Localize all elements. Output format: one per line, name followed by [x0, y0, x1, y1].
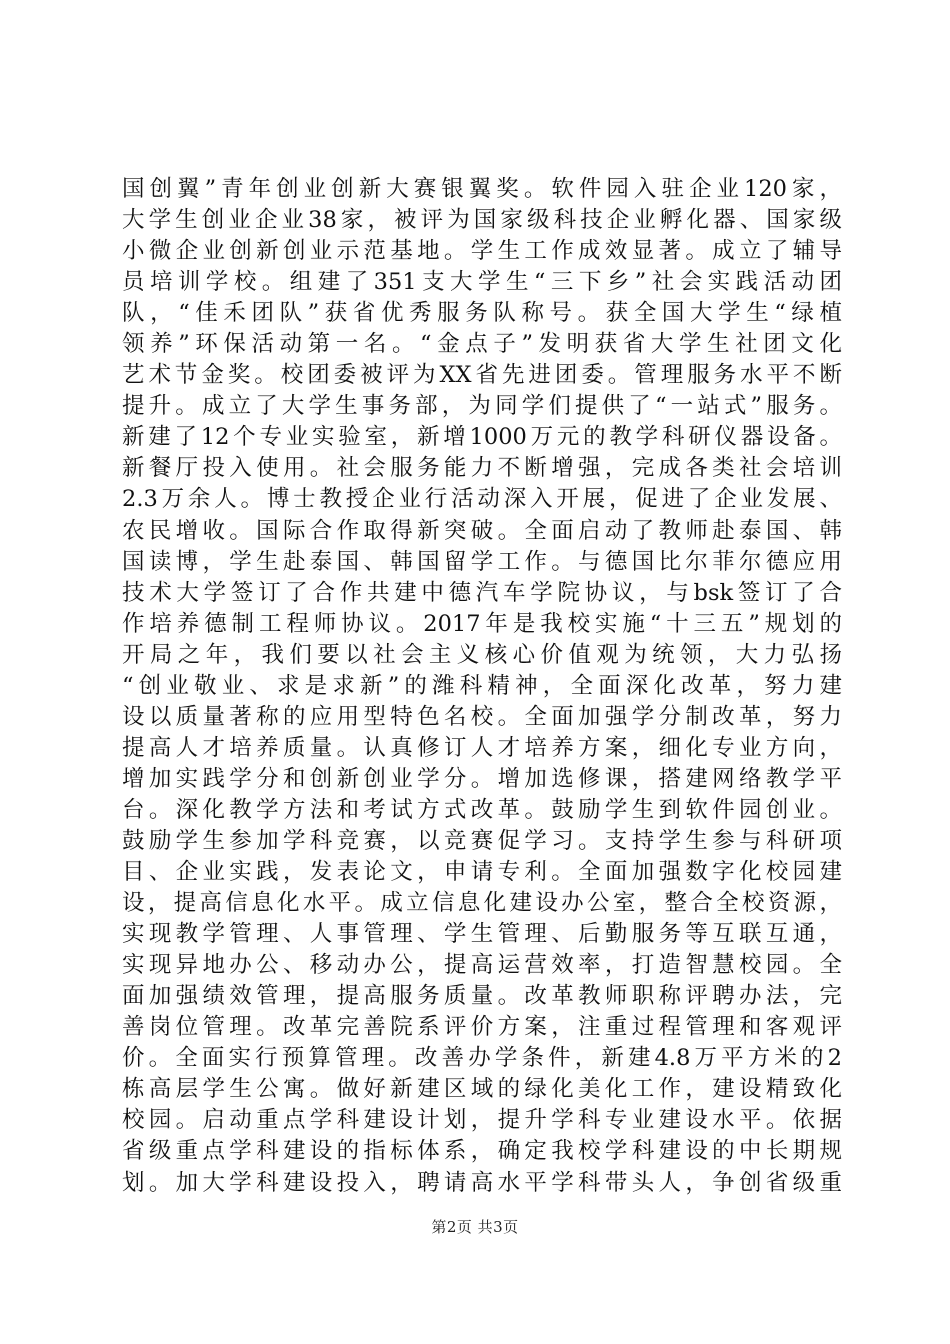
text-line: 实现教学管理、人事管理、学生管理、后勤服务等互联互通， [122, 921, 842, 948]
text-line: 划。加大学科建设投入，聘请高水平学科带头人，争创省级重 [122, 1169, 842, 1196]
text-line: 设以质量著称的应用型特色名校。全面加强学分制改革，努力 [122, 703, 842, 730]
page-footer: 第2页 共3页 [431, 1218, 519, 1236]
text-line: 价。全面实行预算管理。改善办学条件，新建4.8万平方米的2 [122, 1045, 842, 1072]
text-line: 领养”环保活动第一名。“金点子”发明获省大学生社团文化 [122, 331, 842, 358]
text-line: 国读博，学生赴泰国、韩国留学工作。与德国比尔菲尔德应用 [122, 548, 842, 575]
text-line: 新餐厅投入使用。社会服务能力不断增强，完成各类社会培训 [122, 455, 842, 482]
text-line: 队，“佳禾团队”获省优秀服务队称号。获全国大学生“绿植 [122, 300, 842, 327]
text-line: 台。深化教学方法和考试方式改革。鼓励学生到软件园创业。 [122, 796, 842, 823]
text-line: 农民增收。国际合作取得新突破。全面启动了教师赴泰国、韩 [122, 517, 842, 544]
text-line: 国创翼”青年创业创新大赛银翼奖。软件园入驻企业120家， [122, 176, 842, 202]
text-line: 2.3万余人。博士教授企业行活动深入开展，促进了企业发展、 [122, 486, 842, 513]
text-line: 作培养德制工程师协议。2017年是我校实施“十三五”规划的 [122, 610, 842, 637]
text-line: 新建了12个专业实验室，新增1000万元的教学科研仪器设备。 [122, 424, 842, 451]
text-line: 提升。成立了大学生事务部，为同学们提供了“一站式”服务。 [122, 393, 842, 420]
text-line: 增加实践学分和创新创业学分。增加选修课，搭建网络教学平 [122, 765, 842, 792]
text-line: “创业敬业、求是求新”的潍科精神，全面深化改革，努力建 [122, 672, 842, 699]
text-line: 技术大学签订了合作共建中德汽车学院协议，与bsk签订了合 [122, 579, 842, 606]
text-line: 开局之年，我们要以社会主义核心价值观为统领，大力弘扬 [122, 641, 842, 668]
text-line: 面加强绩效管理，提高服务质量。改革教师职称评聘办法，完 [122, 983, 842, 1010]
text-line: 员培训学校。组建了351支大学生“三下乡”社会实践活动团 [122, 269, 842, 296]
text-line: 省级重点学科建设的指标体系，确定我校学科建设的中长期规 [122, 1138, 842, 1165]
text-line: 大学生创业企业38家，被评为国家级科技企业孵化器、国家级 [122, 207, 842, 234]
text-line: 艺术节金奖。校团委被评为XX省先进团委。管理服务水平不断 [122, 362, 842, 389]
text-line: 校园。启动重点学科建设计划，提升学科专业建设水平。依据 [122, 1107, 842, 1134]
text-line: 实现异地办公、移动办公，提高运营效率，打造智慧校园。全 [122, 952, 842, 979]
text-line: 栋高层学生公寓。做好新建区域的绿化美化工作，建设精致化 [122, 1076, 842, 1103]
text-line: 小微企业创新创业示范基地。学生工作成效显著。成立了辅导 [122, 238, 842, 265]
text-line: 鼓励学生参加学科竞赛，以竞赛促学习。支持学生参与科研项 [122, 827, 842, 854]
body-text [122, 174, 842, 1199]
text-line: 设，提高信息化水平。成立信息化建设办公室，整合全校资源， [122, 890, 842, 917]
text-line: 善岗位管理。改革完善院系评价方案，注重过程管理和客观评 [122, 1014, 842, 1041]
text-line: 提高人才培养质量。认真修订人才培养方案，细化专业方向， [122, 734, 842, 761]
text-line: 目、企业实践，发表论文，申请专利。全面加强数字化校园建 [122, 859, 842, 886]
